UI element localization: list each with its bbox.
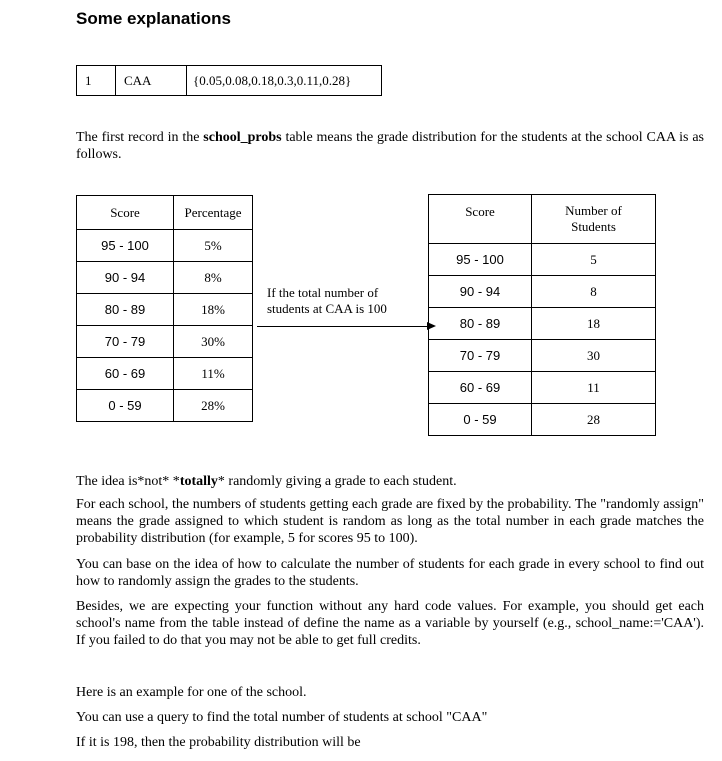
table-header-row bbox=[429, 195, 656, 244]
table-row bbox=[429, 372, 656, 404]
arrow-shaft bbox=[257, 326, 433, 327]
column-header: Percentage bbox=[174, 196, 253, 230]
distribution-line: If it is 198, then the probability distribution will be bbox=[76, 735, 361, 750]
score-cell: 95 - 100 bbox=[429, 244, 532, 276]
table-row bbox=[77, 66, 382, 96]
percentage-cell: 8% bbox=[174, 262, 253, 294]
table-row bbox=[77, 262, 253, 294]
count-cell: 5 bbox=[532, 244, 656, 276]
score-cell: 95 - 100 bbox=[77, 230, 174, 262]
idea-paragraph bbox=[76, 473, 704, 490]
table-row bbox=[429, 340, 656, 372]
score-cell: 90 - 94 bbox=[77, 262, 174, 294]
count-cell: 11 bbox=[532, 372, 656, 404]
score-cell: 90 - 94 bbox=[429, 276, 532, 308]
score-cell: 60 - 69 bbox=[429, 372, 532, 404]
percentage-cell: 5% bbox=[174, 230, 253, 262]
score-cell: 80 - 89 bbox=[77, 294, 174, 326]
table-name: school_probs bbox=[203, 130, 282, 145]
arrow-label: If the total number of students at CAA is 100 bbox=[267, 285, 387, 316]
table-row bbox=[77, 294, 253, 326]
table-header-row bbox=[77, 196, 253, 230]
score-cell: 70 - 79 bbox=[77, 326, 174, 358]
score-cell: 70 - 79 bbox=[429, 340, 532, 372]
percentage-cell: 28% bbox=[174, 390, 253, 422]
idea-text-start: The idea is*not* * bbox=[76, 474, 180, 489]
record-id: 1 bbox=[77, 66, 116, 96]
explanation-paragraph-2: You can base on the idea of how to calculate the number of students for each grade in every school to find out how to randomly assign the grades to the students. bbox=[76, 557, 704, 589]
count-cell: 30 bbox=[532, 340, 656, 372]
school-probs-record bbox=[76, 65, 382, 96]
percentage-table bbox=[76, 195, 253, 422]
count-cell: 18 bbox=[532, 308, 656, 340]
intro-paragraph bbox=[76, 129, 704, 163]
section-heading: Some explanations bbox=[76, 9, 231, 28]
student-count-table bbox=[428, 194, 656, 436]
table-row bbox=[77, 230, 253, 262]
query-hint-line: You can use a query to find the total number of students at school "CAA" bbox=[76, 710, 488, 725]
table-row bbox=[77, 358, 253, 390]
table-row bbox=[429, 244, 656, 276]
score-cell: 0 - 59 bbox=[77, 390, 174, 422]
intro-after: table means the grade distribution for the students at the school CAA is as follows. bbox=[76, 130, 704, 162]
score-cell: 0 - 59 bbox=[429, 404, 532, 436]
count-cell: 8 bbox=[532, 276, 656, 308]
percentage-cell: 18% bbox=[174, 294, 253, 326]
score-cell: 80 - 89 bbox=[429, 308, 532, 340]
explanation-paragraph-3: Besides, we are expecting your function without any hard code values. For example, you should get each school's name from the table instead of define the name as a variable by yourself (e.g., school_name:='CAA'). If you failed to do that you may not be able to get full credits. bbox=[76, 599, 704, 648]
column-header: Score bbox=[77, 196, 174, 230]
table-row bbox=[429, 276, 656, 308]
idea-emphasis: totally bbox=[179, 474, 218, 489]
score-cell: 60 - 69 bbox=[77, 358, 174, 390]
example-intro-line: Here is an example for one of the school. bbox=[76, 685, 307, 700]
column-header: Number of Students bbox=[532, 195, 656, 244]
intro-before: The first record in the bbox=[76, 130, 204, 145]
table-row bbox=[77, 326, 253, 358]
percentage-cell: 11% bbox=[174, 358, 253, 390]
percentage-cell: 30% bbox=[174, 326, 253, 358]
idea-text-end: * randomly giving a grade to each student. bbox=[217, 474, 457, 489]
column-header: Score bbox=[429, 195, 532, 244]
record-school: CAA bbox=[116, 66, 187, 96]
count-cell: 28 bbox=[532, 404, 656, 436]
explanation-paragraph-1: For each school, the numbers of students getting each grade are fixed by the probability. The "randomly assign" means the grade assigned to which student is random as long as the total number in each grade matches the probability distribution (for example, 5 for scores 95 to 100). bbox=[76, 497, 704, 546]
record-probs: {0.05,0.08,0.18,0.3,0.11,0.28} bbox=[187, 66, 382, 96]
table-row bbox=[429, 308, 656, 340]
table-row bbox=[77, 390, 253, 422]
table-row bbox=[429, 404, 656, 436]
